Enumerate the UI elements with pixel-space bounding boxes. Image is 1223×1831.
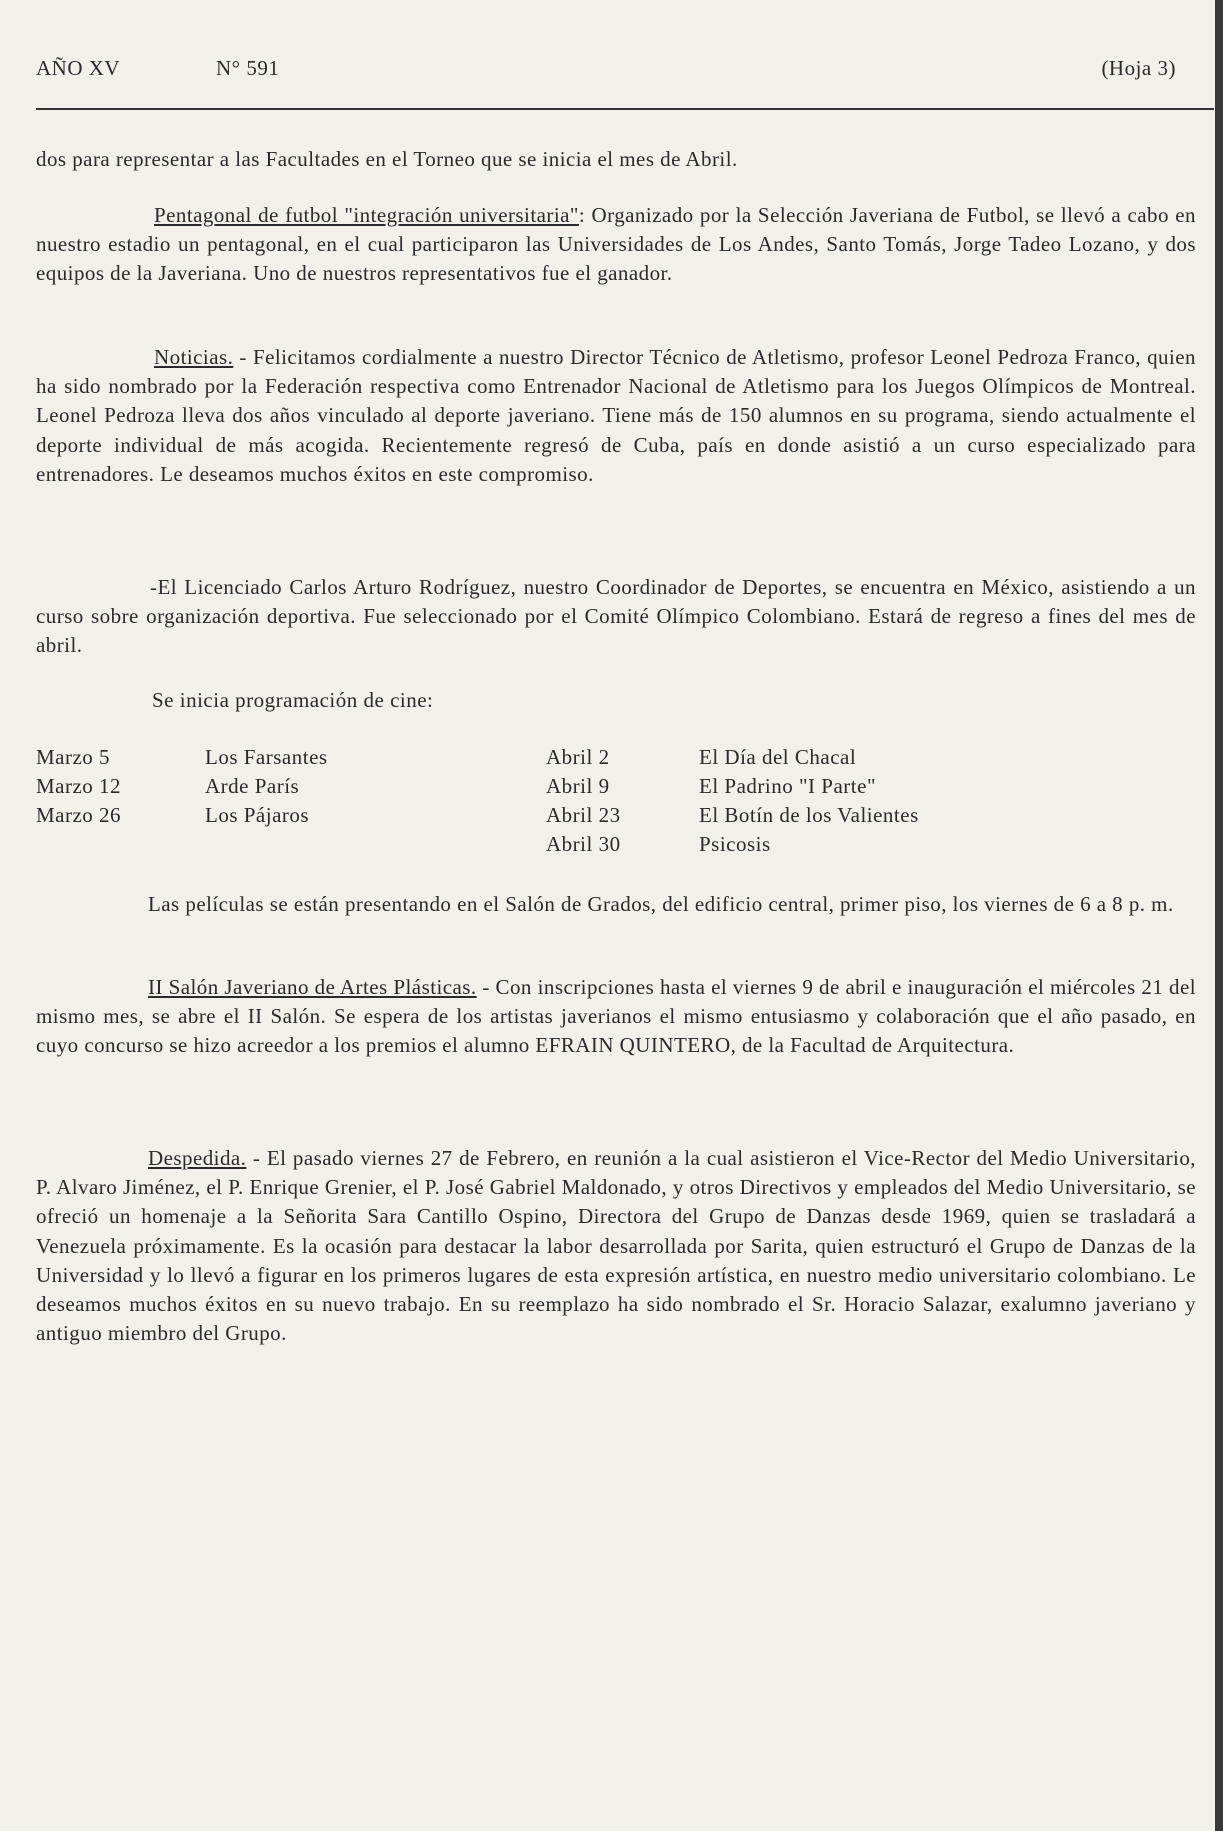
header-number: N° 591 [216,56,280,80]
noticias-paragraph [36,343,1196,489]
pentagonal-title: Pentagonal de futbol "integración universitaria" [154,203,579,227]
cine-date: Marzo 5 [36,745,111,769]
cine-date: Marzo 26 [36,803,122,827]
cine-date: Abril 9 [546,774,610,798]
cine-film: El Botín de los Valientes [699,803,919,827]
cine-note-paragraph: Las películas se están presentando en el Salón de Grados, del edificio central, primer piso, los viernes de 6 a 8 p. m. [148,892,1174,916]
despedida-body: - El pasado viernes 27 de Febrero, en reunión a la cual asistieron el Vice-Rector del Medio Universitario, P. Alvaro Jiménez, el P. Enrique Grenier, el P. José Gabriel Maldonado, y otros Directivos y empleados del Medio Universitario, se ofreció un homenaje a la Señorita Sara Cantillo Ospino, Directora del Grupo de Danzas desde 1969, quien se trasladará a Venezuela próximamente. Es la ocasión para destacar la labor desarrollada por Sarita, quien estructuró el Grupo de Danzas de la Universidad y lo llevó a figurar en los primeros lugares de esta expresión artística, en nuestro medio universitario colombiano. Le deseamos muchos éxitos en su nuevo trabajo. En su reemplazo ha sido nombrado el Sr. Horacio Salazar, exalumno javeriano y antiguo miembro del Grupo. [36,1146,1196,1346]
cine-film: El Padrino "I Parte" [699,774,877,798]
cine-intro: Se inicia programación de cine: [152,688,434,712]
licenciado-paragraph: -El Licenciado Carlos Arturo Rodríguez, nuestro Coordinador de Deportes, se encuentra en México, asistiendo a un curso sobre organización deportiva. Fue seleccionado por el Comité Olímpico Colombiano. Estará de regreso a fines del mes de abril. [36,575,1196,658]
salon-body: - Con inscripciones hasta el viernes 9 de abril e inauguración el miércoles 21 del mismo mes, se abre el II Salón. Se espera de los artistas javerianos el mismo entusiasmo y colaboración que el año pasado, en cuyo concurso se hizo acreedor a los premios el alumno EFRAIN QUINTERO, de la Facultad de Arquitectura. [36,975,1196,1058]
cine-film: El Día del Chacal [699,745,857,769]
pentagonal-paragraph [36,201,1196,289]
salon-title: II Salón Javeriano de Artes Plásticas. [148,975,477,999]
header-sheet: (Hoja 3) [1101,56,1176,80]
pentagonal-body: : Organizado por la Selección Javeriana de Futbol, se llevó a cabo en nuestro estadio un pentagonal, en el cual participaron las Universidades de Los Andes, Santo Tomás, Jorge Tadeo Lozano, y dos equipos de la Javeriana. Uno de nuestros representativos fue el ganador. [36,203,1196,286]
despedida-title: Despedida. [148,1146,247,1170]
cine-date: Abril 2 [546,745,610,769]
salon-paragraph [36,973,1196,1061]
cine-date: Marzo 12 [36,774,122,798]
cine-film: Los Farsantes [205,745,328,769]
cine-date: Abril 30 [546,832,621,856]
noticias-body: - Felicitamos cordialmente a nuestro Director Técnico de Atletismo, profesor Leonel Pedroza Franco, quien ha sido nombrado por la Federación respectiva como Entrenador Nacional de Atletismo para los Juegos Olímpicos de Montreal. Leonel Pedroza lleva dos años vinculado al deporte javeriano. Tiene más de 150 alumnos en su programa, siendo actualmente el deporte individual de más acogida. Recientemente regresó de Cuba, país en donde asistió a un curso especializado para entrenadores. Le deseamos muchos éxitos en este compromiso. [36,345,1196,486]
page-edge-shadow [1215,0,1223,1831]
continuation-paragraph: dos para representar a las Facultades en el Torneo que se inicia el mes de Abril. [36,147,738,171]
page-header [36,56,1186,86]
cine-date: Abril 23 [546,803,621,827]
cine-film: Los Pájaros [205,803,310,827]
cine-film: Psicosis [699,832,771,856]
header-rule [36,108,1214,110]
header-year: AÑO XV [36,56,121,80]
cine-film: Arde París [205,774,300,798]
despedida-paragraph [36,1144,1196,1348]
noticias-title: Noticias. [154,345,234,369]
